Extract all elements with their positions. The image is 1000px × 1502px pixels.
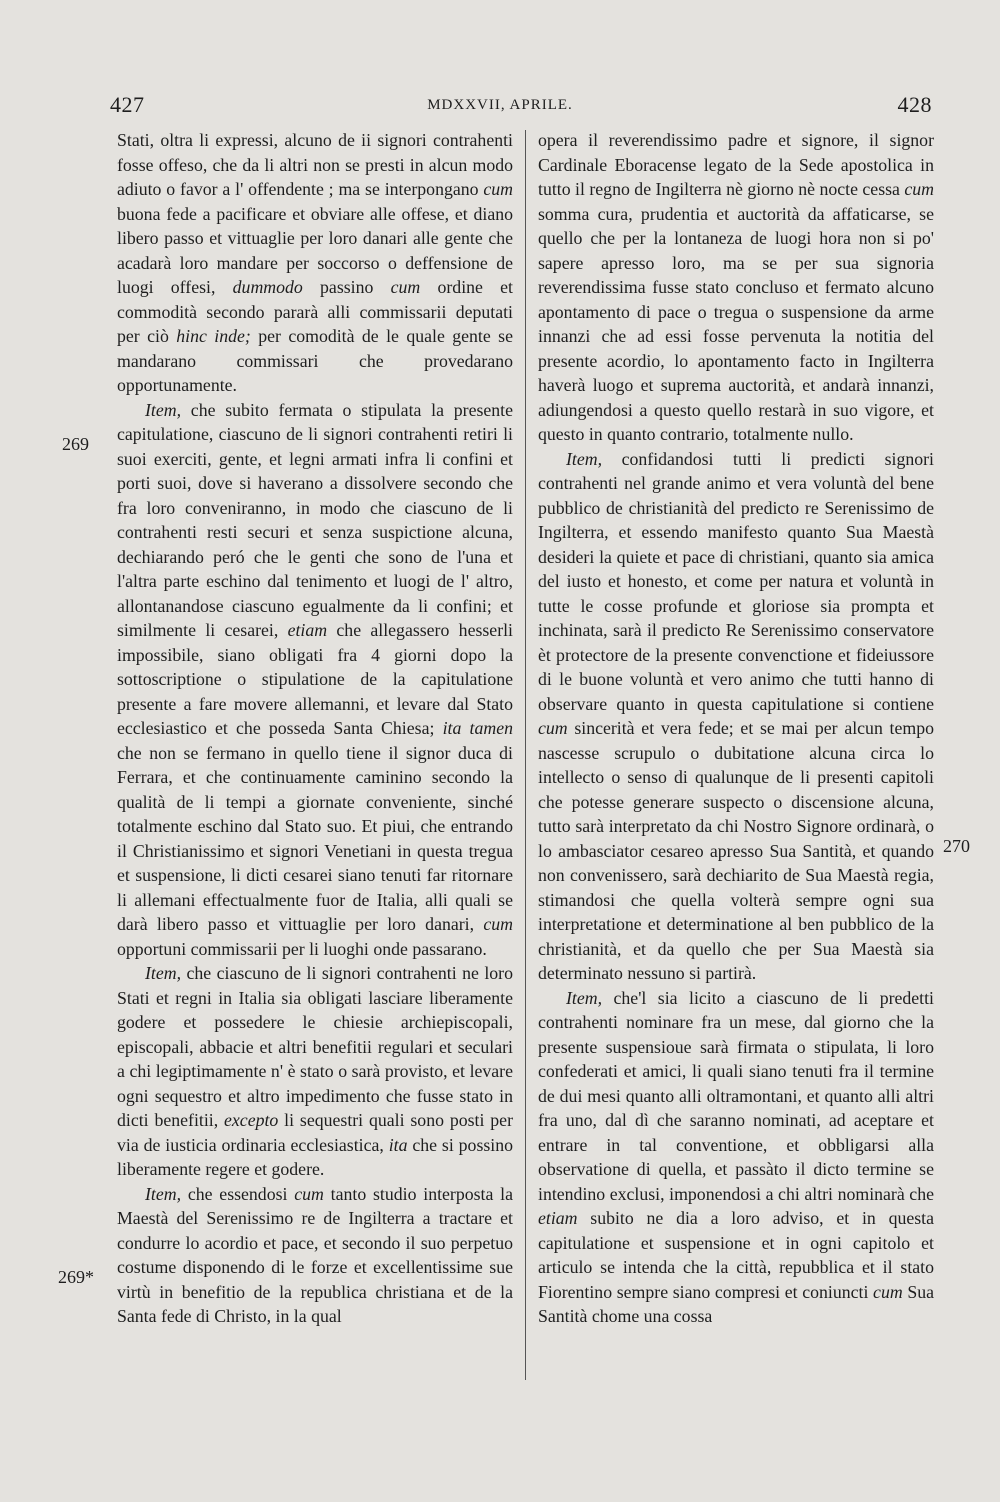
right-page-number: 428	[897, 92, 932, 117]
right-column	[538, 128, 934, 1329]
italic-term: ita	[388, 1134, 408, 1155]
paragraph: Item, che essendosi cum tanto studio interposta la Maestà del Serenissimo re de Ingilterra a tractare et condurre lo acordio et pace, et secondo il suo perpetuo costume disponendo di le forze et excellentissime sue virtù in benefitio de la republica christiana et de la Santa fede di Christo, in la qual	[117, 1183, 513, 1326]
paragraph: Item, che subito fermata o stipulata la presente capitulatione, ciascuno de li signori contrahenti retiri li suoi exerciti, gente, et legni armati infra li confini et porti suoi, dove si haverano a dissolvere secondo che fra loro conveniranno, in modo che ciascuno de li contrahenti resti securi et senza suspictione alcuna, dechiarando peró che le genti che sono de l'una et l'altra parte eschino dal tenimento et luogi de l' altro, allontanandose ciascuno egualmente da li confini; et similmente li cesarei, etiam che allegassero hesserli impossibile, siano obligati fra 4 giorni dopo la sottoscriptione o stipulatione de la capitulatione presente a fare movere allemanni, et levare dal Stato ecclesiastico et che posseda Santa Chiesa; ita tamen che non se fermano in quello tiene il signor duca di Ferrara, et che continuamente caminino secondo la qualità de li tempi a giornate conveniente, sinché totalmente eschino dal Stato suo. Et piui, che entrando il Christianissimo et signori Venetiani in questa tregua et suspensione, li dicti cesarei siano tenuti far ritornare li allemani effectualmente fuor de Italia, alli quali se darà libero passo et vittuaglie per loro danari, cum opportuni commissarii per li luoghi onde passarano.	[117, 399, 513, 959]
italic-term: cum	[483, 179, 513, 199]
italic-term: Item,	[566, 987, 603, 1008]
paragraph: Item, che ciascuno de li signori contrahenti ne loro Stati et regni in Italia sia obligati lasciare liberamente godere et possedere le chiesie archiepiscopali, episcopali, abbacie et altri benefitii regulari et seculari a chi legiptimamente n' è stato o sarà provisto, et levare ogni sequestro et altro impedimento che fusse stato in dicti benefitii, excepto li sequestri quali sono posti per via de iusticia ordinaria ecclesiastica, ita che si possino liberamente regere et godere.	[117, 963, 514, 1179]
paragraph: Item, confidandosi tutti li predicti signori contrahenti nel grande animo et vera voluntà del bene pubblico de christianità del predicto re Serenissimo de Ingilterra, et essendo manifesto quanto Sua Maestà desideri la quiete et pace di christiani, quanto sia amica del iusto et honesto, et come per natura et voluntà in tutte le cosse profunde et gloriose sia prompta et inchinata, sarà il predicto Re Serenissimo conservatore èt protectore de la presente convenctione et fideiussore di le buone voluntà et vero animo che tutti hanno di observare quanto in questa capitulatione si contiene cum sincerità et vera fede; et se mai per alcun tempo nascesse scrupulo o dubitatione alcuna circa lo intellecto o senso di qualunque de li presenti capitoli che potesse generare suspecto o discensione alcuna, tutto sarà interpretato da chi Nostro Signore ordinarà, o lo ambasciator cesareo apresso Sua Santità, et quando non convenissero, sarà dechiarito de Sua Maestà regia, stimandosi che quella volterà sempre ogni sua interpretatione et determinatione al ben pubblico de la christianità, et da quello che per Sua Maestà sia determinato nessuno si partirà.	[538, 448, 934, 983]
italic-term: cum	[390, 277, 421, 297]
italic-term: Item,	[145, 963, 182, 983]
italic-term: cum	[904, 179, 934, 199]
italic-term: hinc inde;	[176, 326, 251, 346]
italic-term: cum	[873, 1281, 903, 1302]
column-divider	[525, 130, 526, 1380]
italic-term: cum	[483, 914, 513, 934]
paragraph: Item, che'l sia licito a ciascuno de li predetti contrahenti nominare fra un mese, dal giorno che la presente suspensioue sarà firmata o stipulata, li loro confederati et amici, li quali siano tenuti fra il termine de dui mesi quanto alli oltramontani, et quanto alli altri fra uno, dal dì che saranno nominati, ad aceptare et entrare in tal conventione, et obbligarsi alla observatione di quella, et passàto il dicto termine se intendino exclusi, imponendosi a chi altri nominarà che etiam subito ne dia a loro adviso, et in questa capitulatione et suspensione et in ogni capitolo et articulo se intenda che la città, repubblica et il stato Fiorentino sempre siano compresi et coniuncti cum Sua Santità chome una cossa	[538, 987, 934, 1326]
italic-term: Item,	[145, 399, 182, 420]
italic-term: cum	[538, 718, 568, 738]
italic-term: excepto	[224, 1110, 279, 1130]
italic-term: cum	[294, 1183, 324, 1204]
left-page-number: 427	[110, 92, 145, 117]
paragraph: Stati, oltra li expressi, alcuno de ii signori contrahenti fosse offeso, che da li altri non se presti in alcun modo adiuto o favor a l' offendente ; ma se interpongano cum buona fede a pacificare et obviare alle offese, et diano libero passo et vittuaglie per loro danari alle gente che acadarà loro mandare per soccorso o deffensione de luogi offesi, dummodo passino cum ordine et commodità secondo pararà alli commissarii deputati per ciò hinc inde; per comodità de le quale gente se mandarano commissari che provedarano opportunamente.	[117, 130, 513, 395]
italic-term: Item,	[145, 1183, 182, 1204]
italic-term: etiam	[538, 1208, 578, 1228]
paragraph: opera il reverendissimo padre et signore, il signor Cardinale Eboracense legato de la Sede apostolica in tutto il regno de Ingilterra nè giorno nè nocte cessa cum somma cura, prudentia et auctorità da affaticarse, se quello che per la lontaneza de luogi hora non si po' sapere apresso loro, ma se per sua signoria reverendissima fusse stato concluso et fermato alcuno apontamento di pace o tregua o suspensione da arme innanzi che ad essi fosse pervenuta la notitia del presente acordio, lo apontamento facto in Ingilterra haverà luogo et suprema auctorità, et andarà innanzi, adiungendosi a questo quello restarà in suo vigore, et questo in quanto contrario, totalmente nullo.	[538, 130, 934, 444]
italic-term: Item,	[566, 448, 603, 469]
italic-term: ita tamen	[442, 718, 513, 738]
italic-term: dummodo	[232, 277, 303, 297]
running-title: MDXXVII, APRILE.	[427, 97, 573, 113]
margin-number-269-star: 269*	[58, 1267, 94, 1287]
margin-number-270: 270	[943, 836, 970, 856]
margin-number-269: 269	[62, 434, 89, 454]
italic-term: etiam	[287, 620, 328, 640]
left-column	[117, 128, 513, 1329]
